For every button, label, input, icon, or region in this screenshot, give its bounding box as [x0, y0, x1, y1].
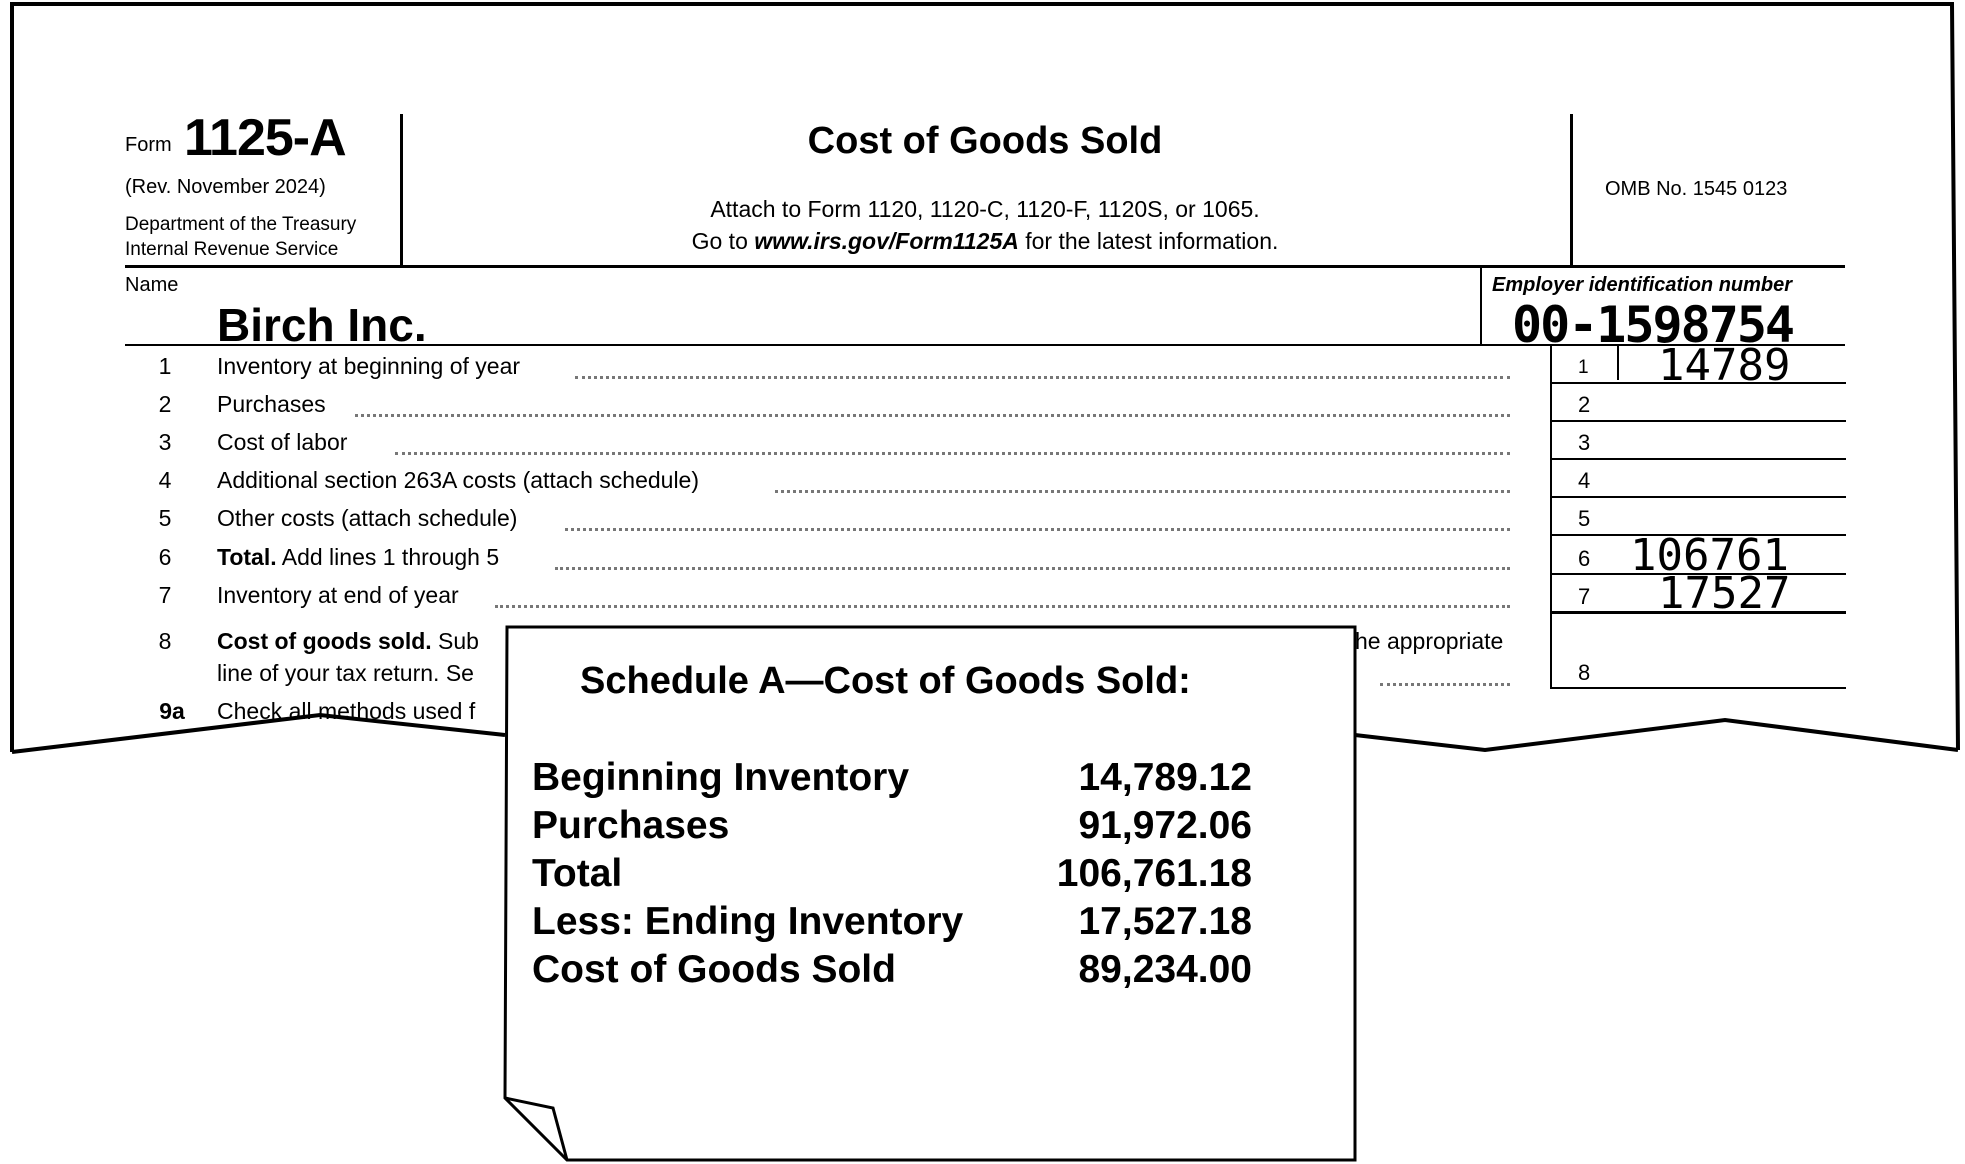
box-number-3: 3: [1578, 430, 1591, 455]
box-number-7: 7: [1578, 584, 1591, 609]
schedule-row-label: Total: [532, 852, 623, 895]
line-description: Inventory at end of year: [217, 582, 459, 608]
line-description: Purchases: [217, 391, 326, 417]
line-6-amount[interactable]: 106761: [1630, 530, 1789, 581]
line-description: Additional section 263A costs (attach schedule): [217, 467, 700, 493]
form-revision: (Rev. November 2024): [125, 176, 326, 198]
goto-suffix: for the latest information.: [1018, 228, 1279, 254]
schedule-row-label: Cost of Goods Sold: [532, 948, 896, 991]
line-number: 9a: [159, 698, 185, 724]
line-number: 5: [158, 505, 172, 531]
ein-value[interactable]: 00-1598754: [1512, 296, 1794, 354]
line-1-amount[interactable]: 14789: [1658, 340, 1791, 391]
schedule-row-value: 89,234.00: [1078, 948, 1252, 991]
box-number-5: 5: [1578, 506, 1591, 531]
line-number: 8: [158, 628, 172, 654]
ein-label: Employer identification number: [1492, 274, 1793, 296]
omb-number: OMB No. 1545 0123: [1605, 178, 1788, 200]
box-number-6: 6: [1578, 546, 1591, 571]
line-description: Other costs (attach schedule): [217, 505, 518, 531]
line-number: 1: [158, 353, 172, 379]
form-label: Form: [125, 134, 172, 156]
line-description-bold: Cost of goods sold.: [217, 628, 432, 654]
line-7-amount[interactable]: 17527: [1658, 568, 1791, 619]
line-number: 7: [158, 582, 172, 608]
name-label: Name: [125, 274, 179, 296]
attach-instruction: Attach to Form 1120, 1120-C, 1120-F, 1120S, or 1065.: [710, 196, 1260, 222]
line-description: Inventory at beginning of year: [217, 353, 521, 379]
box-number-1: 1: [1578, 357, 1589, 378]
goto-prefix: Go to: [691, 228, 755, 254]
name-value[interactable]: Birch Inc.: [217, 299, 427, 351]
box-number-8: 8: [1578, 660, 1591, 685]
line-description: Check all methods used f: [217, 698, 476, 724]
schedule-row-value: 17,527.18: [1078, 900, 1252, 943]
schedule-row-value: 91,972.06: [1078, 804, 1252, 847]
line-number: 6: [158, 544, 172, 570]
schedule-row-value: 106,761.18: [1056, 852, 1252, 895]
box-number-4: 4: [1578, 468, 1591, 493]
form-title: Cost of Goods Sold: [807, 120, 1163, 162]
line-description-text: Add lines 1 through 5: [276, 544, 500, 570]
line-number: 4: [158, 467, 172, 493]
schedule-title: Schedule A—Cost of Goods Sold:: [580, 660, 1191, 702]
line-description-second: line of your tax return. Se: [217, 660, 474, 686]
line-number: 2: [158, 391, 172, 417]
department-line: Department of the Treasury: [125, 214, 357, 235]
schedule-row-label: Less: Ending Inventory: [532, 900, 964, 943]
line-description: Cost of labor: [217, 429, 348, 455]
schedule-row-label: Purchases: [532, 804, 730, 847]
schedule-row-label: Beginning Inventory: [532, 756, 910, 799]
form-number: 1125-A: [184, 109, 346, 167]
line-description-bold: Total.: [217, 544, 277, 570]
line-description-text: Sub: [431, 628, 479, 654]
irs-line: Internal Revenue Service: [125, 239, 339, 260]
goto-url[interactable]: www.irs.gov/Form1125A: [754, 228, 1019, 254]
schedule-row-value: 14,789.12: [1078, 756, 1252, 799]
line-number: 3: [158, 429, 172, 455]
box-number-2: 2: [1578, 392, 1591, 417]
line-description-continued: he appropriate: [1355, 628, 1504, 654]
